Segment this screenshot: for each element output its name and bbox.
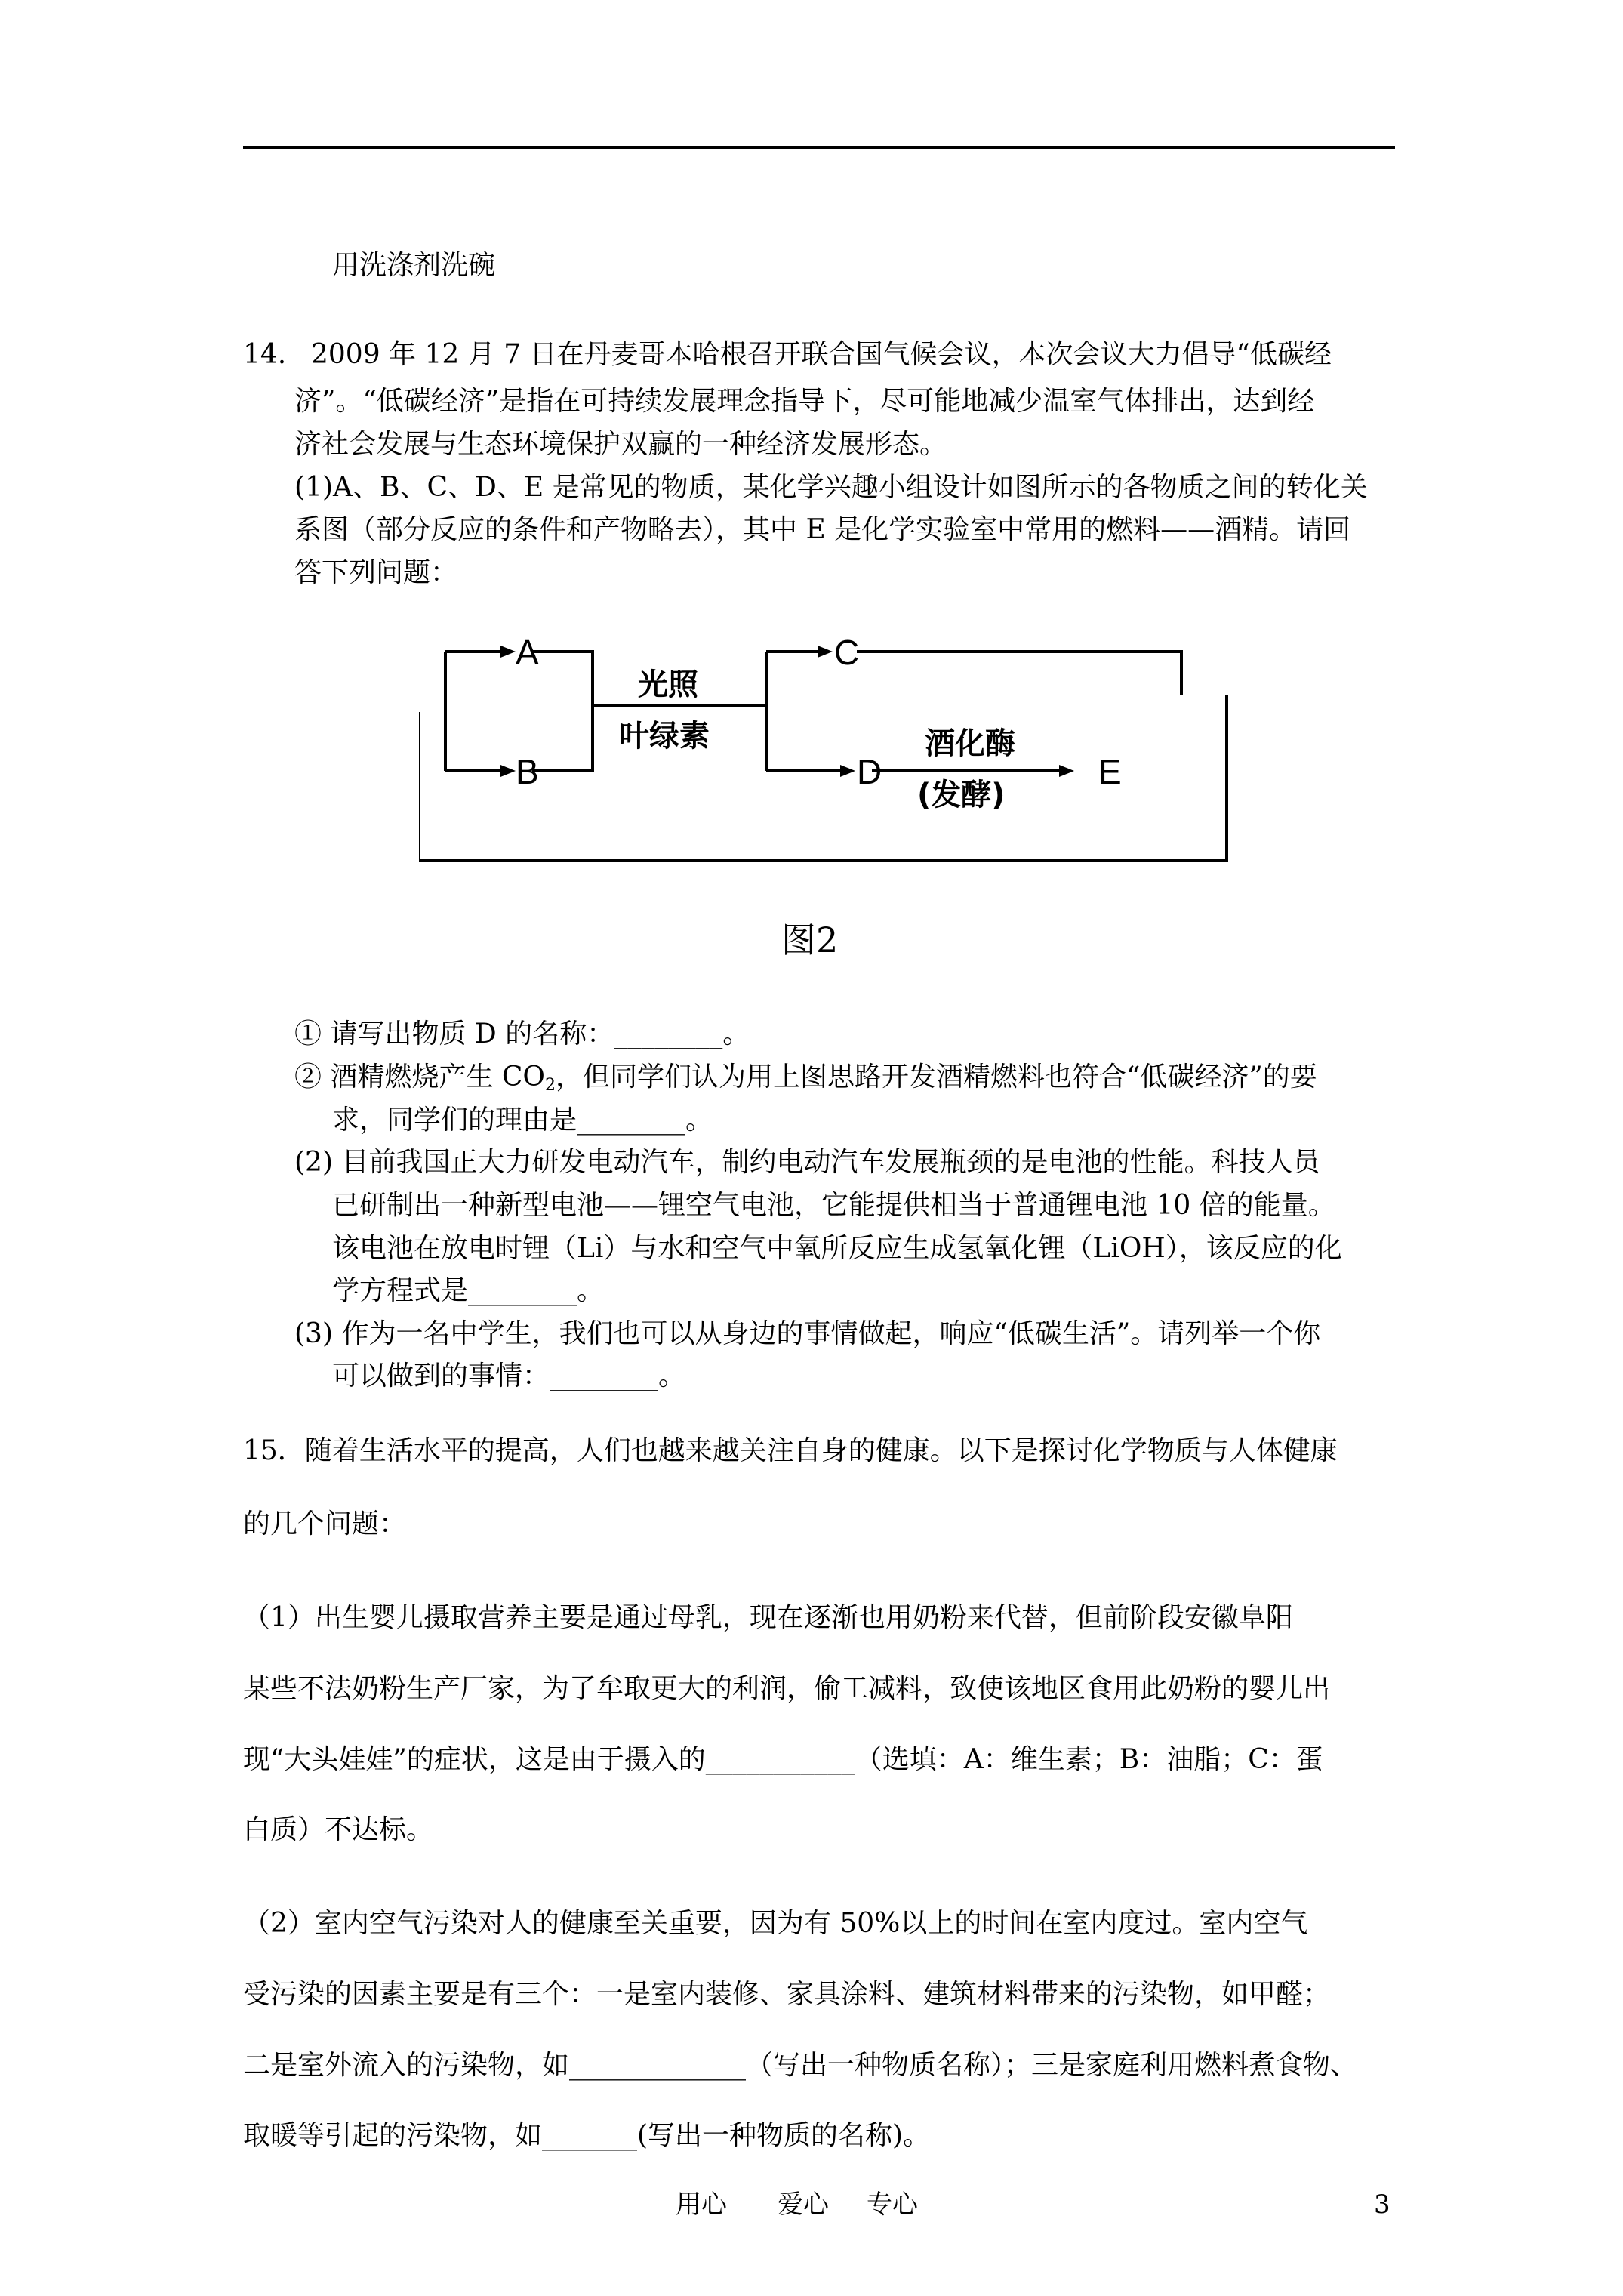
node-a: A <box>516 633 539 672</box>
node-d: D <box>857 752 882 791</box>
text-line: 受污染的因素主要是有三个：一是室内装修、家具涂料、建筑材料带来的污染物，如甲醛； <box>243 1979 1331 2010</box>
text-line: 系图（部分反应的条件和产物略去），其中 E 是化学实验室中常用的燃料——酒精。请回 <box>294 514 1351 545</box>
node-c: C <box>834 633 860 672</box>
text-line: 学方程式是________。 <box>332 1275 605 1306</box>
text-line: （2）室内空气污染对人的健康至关重要，因为有 50%以上的时间在室内度过。室内空气 <box>243 1908 1308 1939</box>
text-line: (1)A、B、C、D、E 是常见的物质，某化学兴趣小组设计如图所示的各物质之间的转化关 <box>294 472 1368 503</box>
node-e: E <box>1098 752 1122 791</box>
text-line: 该电池在放电时锂（Li）与水和空气中氧所反应生成氢氧化锂（LiOH），该反应的化 <box>332 1233 1342 1264</box>
question-number-14: 14. <box>243 339 287 370</box>
text-line: 15．随着生活水平的提高，人们也越来越关注自身的健康。以下是探讨化学物质与人体健康 <box>243 1435 1338 1466</box>
text-line: ② 酒精燃烧产生 $CO_2$，但同学们认为用上图思路开发酒精燃料也符合“低碳经济”的要 <box>294 1062 1317 1095</box>
text-line: 现“大头娃娃”的症状，这是由于摄入的___________（选填：A：维生素；B：油脂；C：蛋 <box>243 1744 1323 1775</box>
text-line: （1）出生婴儿摄取营养主要是通过母乳，现在逐渐也用奶粉来代替，但前阶段安徽阜阳 <box>243 1602 1293 1633</box>
text-line: 济”。“低碳经济”是指在可持续发展理念指导下，尽可能地减少温室气体排出，达到经 <box>294 386 1315 417</box>
footer-text: 专心 <box>867 2190 918 2220</box>
text-line: 可以做到的事情：________。 <box>332 1361 686 1391</box>
condition-chlorophyll: 叶绿素 <box>619 719 710 754</box>
text-line: 取暖等引起的污染物，如_______(写出一种物质的名称)。 <box>243 2120 931 2151</box>
page-number: 3 <box>1374 2190 1390 2220</box>
text-line: (2) 目前我国正大力研发电动汽车，制约电动汽车发展瓶颈的是电池的性能。科技人员 <box>294 1147 1320 1178</box>
footer-text: 用心 <box>676 2190 727 2220</box>
text-line: 求，同学们的理由是________。 <box>332 1105 713 1136</box>
text-line: ① 请写出物质 D 的名称：________。 <box>294 1019 750 1049</box>
text-line: 的几个问题： <box>243 1509 407 1539</box>
footer-text: 爱心 <box>778 2190 829 2220</box>
text-line: 某些不法奶粉生产厂家，为了牟取更大的利润，偷工减料，致使该地区食用此奶粉的婴儿出 <box>243 1673 1331 1704</box>
text-line: (3) 作为一名中学生，我们也可以从身边的事情做起，响应“低碳生活”。请列举一个你 <box>294 1318 1321 1349</box>
text-line: 答下列问题： <box>294 557 458 588</box>
condition-zymase: 酒化酶 <box>925 726 1015 761</box>
text-line: 已研制出一种新型电池——锂空气电池，它能提供相当于普通锂电池 10 倍的能量。 <box>332 1190 1335 1221</box>
header-rule <box>243 146 1395 149</box>
conversion-diagram <box>419 633 1246 867</box>
condition-fermentation: (发酵) <box>917 778 1006 812</box>
text-line: 二是室外流入的污染物，如_____________（写出一种物质名称）；三是家庭利用燃料煮食物、 <box>243 2050 1358 2081</box>
condition-light: 光照 <box>638 667 698 702</box>
text-line: 用洗涤剂洗碗 <box>332 250 496 281</box>
text-line: 白质）不达标。 <box>243 1814 434 1845</box>
text-line: 2009 年 12 月 7 日在丹麦哥本哈根召开联合国气候会议，本次会议大力倡导“低碳经 <box>311 339 1332 370</box>
figure-caption: 图2 <box>781 920 839 960</box>
node-b: B <box>516 752 539 791</box>
text-line: 济社会发展与生态环境保护双赢的一种经济发展形态。 <box>294 429 947 460</box>
